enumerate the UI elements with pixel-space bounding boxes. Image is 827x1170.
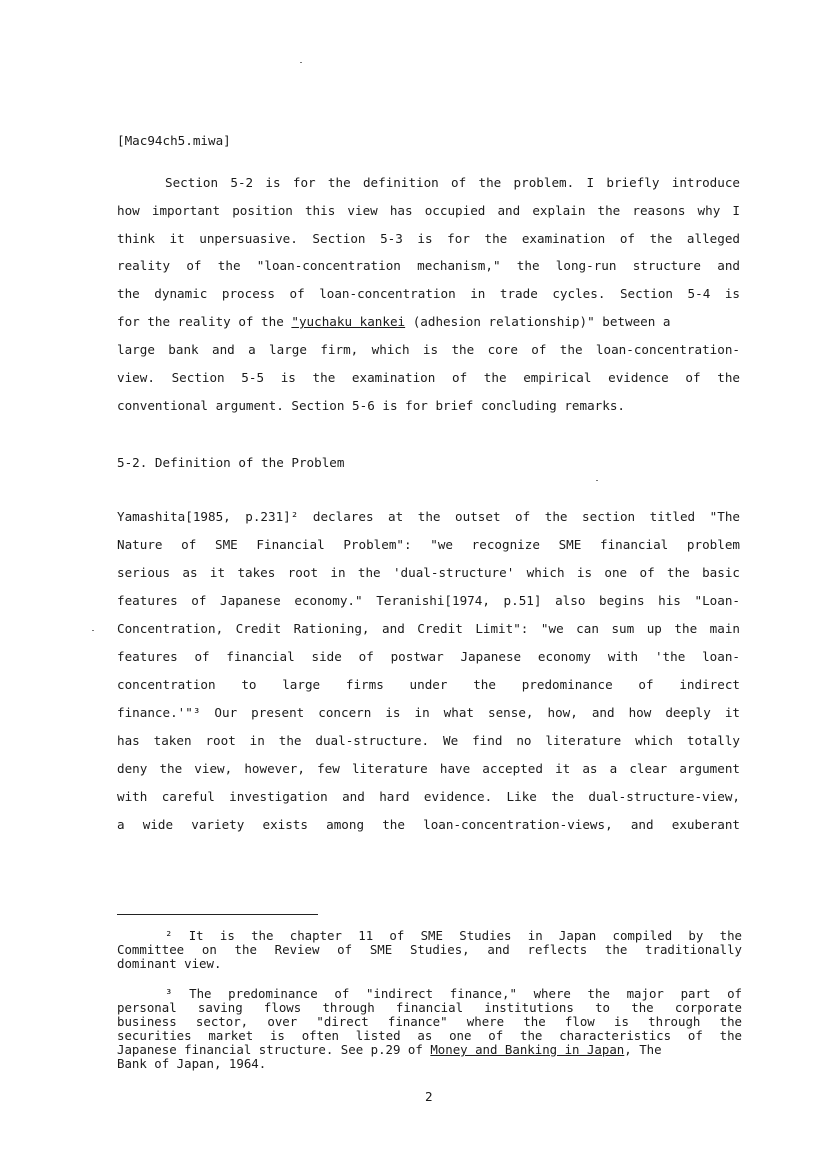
book-title: Money and Banking in Japan xyxy=(430,1042,625,1057)
intro-line-1: Section 5-2 is for the definition of the problem. I briefly introduce xyxy=(165,175,740,190)
page-number: 2 xyxy=(425,1089,433,1104)
body-line-3: serious as it takes root in the 'dual-structure' which is one of the basic xyxy=(117,565,740,580)
footnote-3-line-2: personal saving flows through financial institutions to the corporate xyxy=(117,1000,742,1015)
file-tag: [Mac94ch5.miwa] xyxy=(117,133,231,148)
intro-line-9: conventional argument. Section 5-6 is for brief concluding remarks. xyxy=(117,398,625,413)
body-line-7: concentration to large firms under the predominance of indirect xyxy=(117,677,740,692)
body-line-4: features of Japanese economy." Teranishi[1974, p.51] also begins his "Loan- xyxy=(117,593,740,608)
body-line-12: a wide variety exists among the loan-concentration-views, and exuberant xyxy=(117,817,740,832)
scan-speck xyxy=(596,480,598,481)
intro-line-6-start: for the reality of the xyxy=(117,314,292,329)
intro-line-3: think it unpersuasive. Section 5-3 is for the examination of the alleged xyxy=(117,231,740,246)
body-line-11: with careful investigation and hard evidence. Like the dual-structure-view, xyxy=(117,789,740,804)
scan-speck xyxy=(92,630,94,631)
body-line-5: Concentration, Credit Rationing, and Credit Limit": "we can sum up the main xyxy=(117,621,740,636)
yuchaku-kankei-term: "yuchaku kankei xyxy=(291,314,406,329)
footnote-2-line-2: Committee on the Review of SME Studies, and reflects the traditionally xyxy=(117,942,742,957)
footnote-2-line-1: ² It is the chapter 11 of SME Studies in Japan compiled by the xyxy=(165,928,742,943)
body-line-2: Nature of SME Financial Problem": "we recognize SME financial problem xyxy=(117,537,740,552)
footnote-3-line-6: Bank of Japan, 1964. xyxy=(117,1056,267,1071)
scan-speck xyxy=(300,62,302,63)
body-line-6: features of financial side of postwar Japanese economy with 'the loan- xyxy=(117,649,740,664)
footnote-3-line-3: business sector, over "direct finance" where the flow is through the xyxy=(117,1014,742,1029)
footnote-3-line-1: ³ The predominance of "indirect finance," where the major part of xyxy=(165,986,742,1001)
footnote-rule xyxy=(117,914,318,915)
body-line-9: has taken root in the dual-structure. We find no literature which totally xyxy=(117,733,740,748)
intro-line-7: large bank and a large firm, which is the core of the loan-concentration- xyxy=(117,342,740,357)
body-line-10: deny the view, however, few literature have accepted it as a clear argument xyxy=(117,761,740,776)
intro-line-6-end: (adhesion relationship)" between a xyxy=(405,314,671,329)
intro-line-5: the dynamic process of loan-concentration in trade cycles. Section 5-4 is xyxy=(117,286,740,301)
intro-line-2: how important position this view has occupied and explain the reasons why I xyxy=(117,203,740,218)
footnote-2-line-3: dominant view. xyxy=(117,956,222,971)
footnote-3-line-5-end: , The xyxy=(624,1042,662,1057)
body-line-1: Yamashita[1985, p.231]² declares at the outset of the section titled "The xyxy=(117,509,740,524)
footnote-3-line-4: securities market is often listed as one of the characteristics of the xyxy=(117,1028,742,1043)
footnote-3-line-5 xyxy=(117,1043,662,1057)
body-line-8: finance.'"³ Our present concern is in what sense, how, and how deeply it xyxy=(117,705,740,720)
section-heading: 5-2. Definition of the Problem xyxy=(117,455,345,470)
intro-line-4: reality of the "loan-concentration mechanism," the long-run structure and xyxy=(117,258,740,273)
intro-line-8: view. Section 5-5 is the examination of the empirical evidence of the xyxy=(117,370,740,385)
intro-line-6 xyxy=(117,314,671,330)
footnote-3-line-5-start: Japanese financial structure. See p.29 of xyxy=(117,1042,431,1057)
